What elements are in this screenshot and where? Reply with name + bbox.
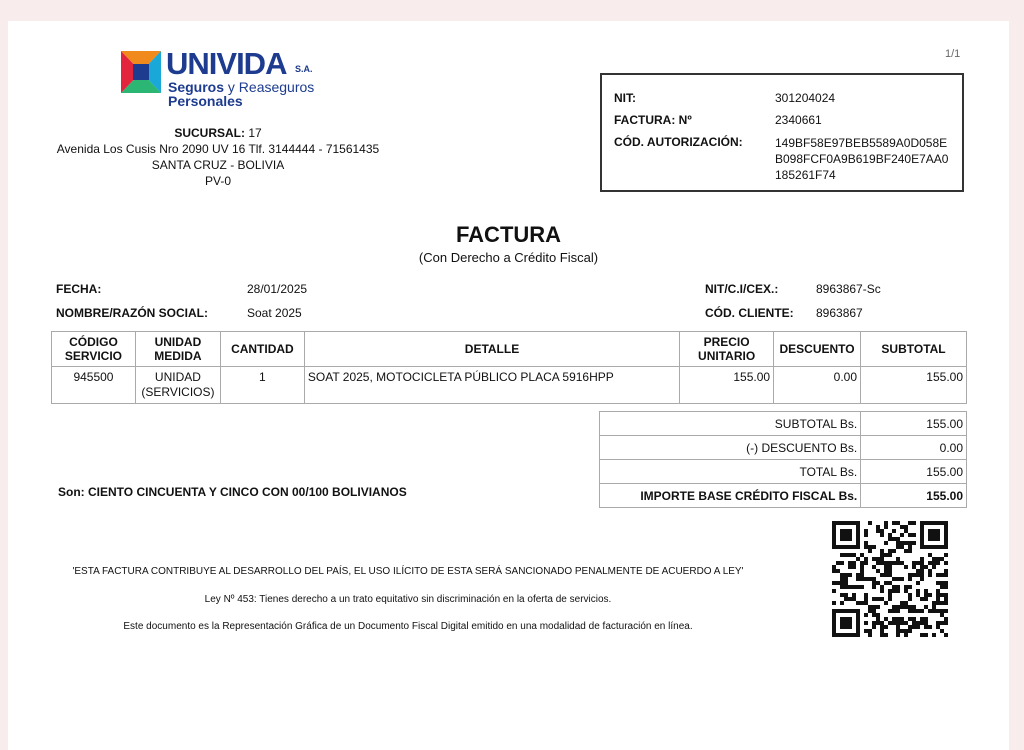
total-value: 155.00 xyxy=(861,460,967,484)
header-detail: DETALLE xyxy=(304,332,679,367)
legal-notice-1: 'ESTA FACTURA CONTRIBUYE AL DESARROLLO DEL PAÍS, EL USO ILÍCITO DE ESTA SERÁ SANCIONADO PENALMENTE DE ACUERDO A LEY' xyxy=(72,566,744,577)
branch-address: Avenida Los Cusis Nro 2090 UV 16 Tlf. 3144444 - 71561435 xyxy=(56,142,380,156)
total-row xyxy=(600,460,967,484)
tagline-rest: y Reaseguros xyxy=(224,79,315,95)
items-table xyxy=(51,331,967,404)
customer-nit-label: NIT/C.I/CEX.: xyxy=(705,282,779,296)
branch-label: SUCURSAL: xyxy=(174,126,245,140)
discount-value: 0.00 xyxy=(861,436,967,460)
qr-code-icon xyxy=(832,521,948,637)
item-code: 945500 xyxy=(52,367,136,404)
customer-name-value: Soat 2025 xyxy=(247,306,302,320)
discount-label: (-) DESCUENTO Bs. xyxy=(600,436,861,460)
company-name: UNIVIDA xyxy=(166,46,287,81)
logo-mark-icon xyxy=(121,51,161,93)
branch-pos: PV-0 xyxy=(204,174,231,188)
amount-in-words: Son: CIENTO CINCUENTA Y CINCO CON 00/100 BOLIVIANOS xyxy=(58,485,407,499)
total-label: TOTAL Bs. xyxy=(600,460,861,484)
header-quantity: CANTIDAD xyxy=(220,332,304,367)
header-discount: DESCUENTO xyxy=(774,332,861,367)
subtotal-label: SUBTOTAL Bs. xyxy=(600,412,861,436)
item-discount: 0.00 xyxy=(774,367,861,404)
date-value: 28/01/2025 xyxy=(247,282,308,296)
invoice-page xyxy=(8,21,1009,750)
company-logo xyxy=(121,46,336,112)
company-suffix: S.A. xyxy=(295,64,313,74)
auth-code-line: 149BF58E97BEB5589A0D058E xyxy=(775,136,948,150)
base-credit-value: 155.00 xyxy=(861,484,967,508)
customer-name-label: NOMBRE/RAZÓN SOCIAL: xyxy=(56,306,208,320)
header-subtotal: SUBTOTAL xyxy=(861,332,967,367)
page-number: 1/1 xyxy=(945,48,961,60)
item-quantity: 1 xyxy=(220,367,304,404)
legal-notice-2: Ley Nº 453: Tienes derecho a un trato equitativo sin discriminación en la oferta de servicios. xyxy=(204,594,612,605)
branch-city: SANTA CRUZ - BOLIVIA xyxy=(151,158,285,172)
table-row xyxy=(52,367,967,404)
auth-code-line: B098FCF0A9B619BF240E7AA0 xyxy=(775,152,949,166)
header-unit-price: PRECIO UNITARIO xyxy=(680,332,774,367)
item-detail: SOAT 2025, MOTOCICLETA PÚBLICO PLACA 5916HPP xyxy=(304,367,679,404)
client-code-label: CÓD. CLIENTE: xyxy=(705,306,794,320)
nit-value: 301204024 xyxy=(775,91,836,105)
tagline-line2: Personales xyxy=(168,93,243,109)
item-subtotal: 155.00 xyxy=(861,367,967,404)
auth-code-label: CÓD. AUTORIZACIÓN: xyxy=(614,135,743,149)
tagline-bold: Seguros xyxy=(168,79,225,95)
discount-row xyxy=(600,436,967,460)
legal-notice-3: Este documento es la Representación Gráfica de un Documento Fiscal Digital emitido en una modalidad de facturación en línea. xyxy=(123,621,693,632)
auth-code-line: 185261F74 xyxy=(775,168,836,182)
document-subtitle: (Con Derecho a Crédito Fiscal) xyxy=(418,250,599,265)
subtotal-value: 155.00 xyxy=(861,412,967,436)
client-code-value: 8963867 xyxy=(816,306,863,320)
date-label: FECHA: xyxy=(56,282,102,296)
branch-number: 17 xyxy=(244,126,262,140)
totals-table xyxy=(599,411,967,508)
auth-code-value xyxy=(775,135,948,183)
invoice-number-label: FACTURA: Nº xyxy=(614,113,692,127)
base-credit-row xyxy=(600,484,967,508)
subtotal-row xyxy=(600,412,967,436)
item-unit: UNIDAD (SERVICIOS) xyxy=(135,367,220,404)
document-title: FACTURA xyxy=(455,222,562,247)
nit-label: NIT: xyxy=(614,91,636,105)
invoice-number-value: 2340661 xyxy=(775,113,822,127)
branch-info xyxy=(8,125,428,189)
customer-nit-value: 8963867-Sc xyxy=(816,282,881,296)
base-credit-label: IMPORTE BASE CRÉDITO FISCAL Bs. xyxy=(600,484,861,508)
header-code: CÓDIGO SERVICIO xyxy=(52,332,136,367)
items-header-row xyxy=(52,332,967,367)
header-unit: UNIDAD MEDIDA xyxy=(135,332,220,367)
fiscal-box xyxy=(600,73,964,192)
item-unit-price: 155.00 xyxy=(680,367,774,404)
company-tagline xyxy=(168,80,314,108)
